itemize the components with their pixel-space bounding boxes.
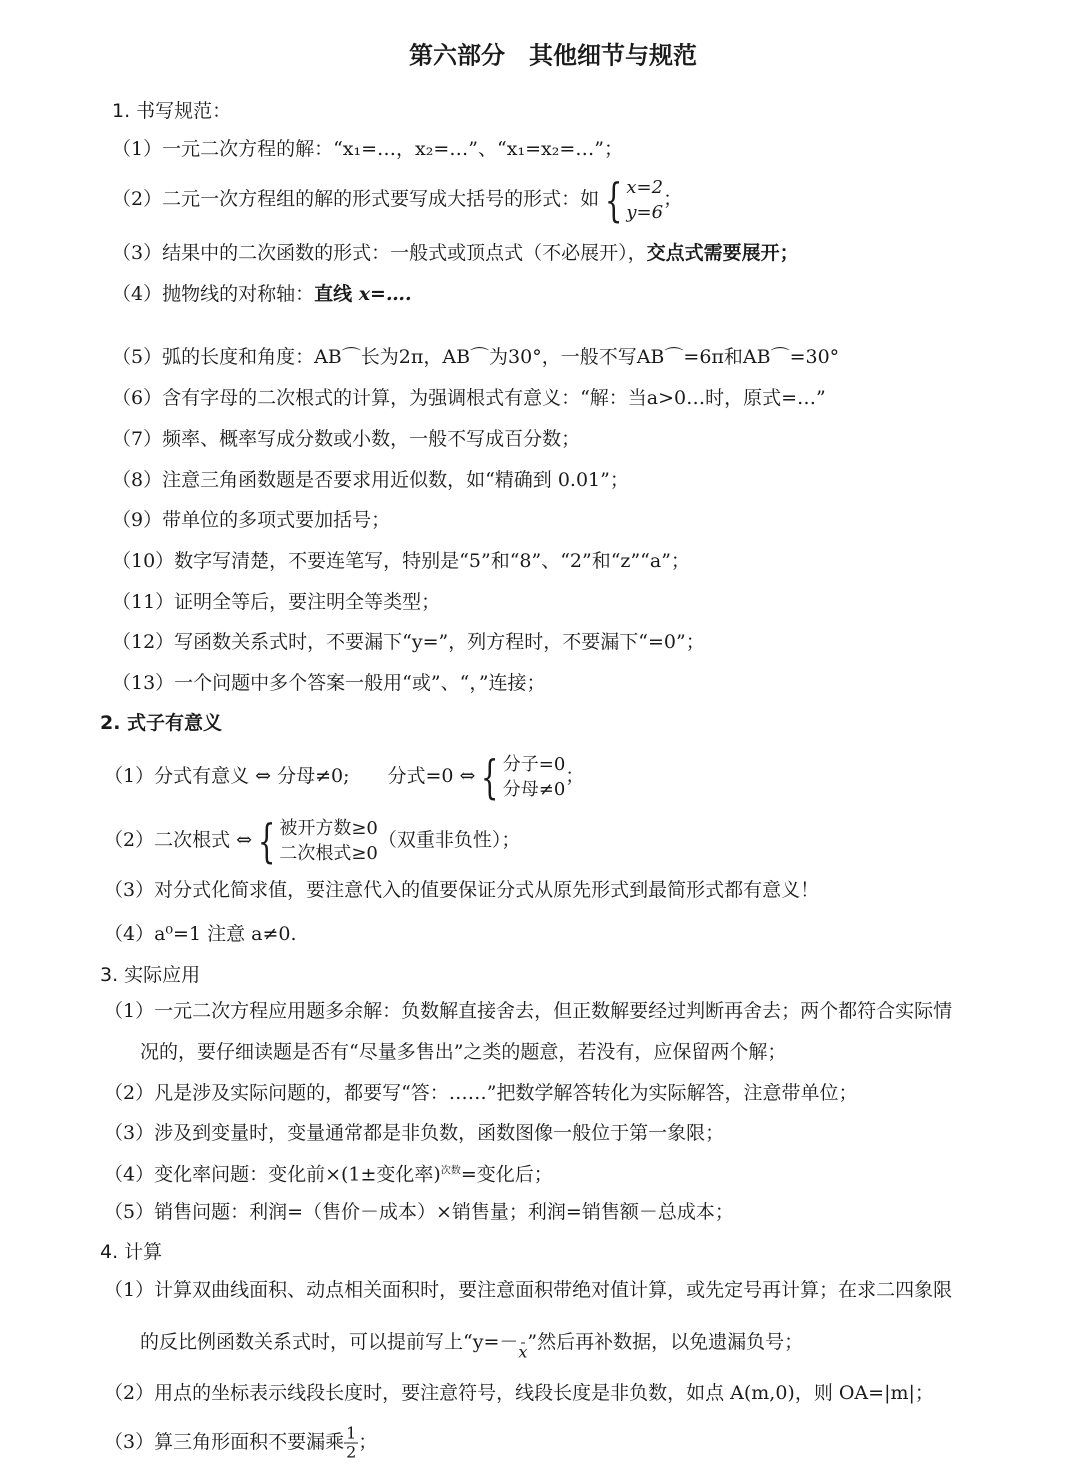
item-text: （3）结果中的二次函数的形式：一般式或顶点式（不必展开）， <box>112 242 647 264</box>
item-text: （4）变化率问题：变化前×(1±变化率) <box>104 1163 441 1186</box>
list-item <box>104 1159 553 1186</box>
list-item-continuation: 况的，要仔细读题是否有“尽量多售出”之类的题意，若没有，应保留两个解； <box>140 1041 787 1063</box>
list-item <box>112 241 799 265</box>
fraction <box>344 1425 358 1462</box>
list-item: （1）计算双曲线面积、动点相关面积时，要注意面积带绝对值计算，或先定号再计算；在求二四象限 <box>104 1279 953 1301</box>
brace-row: 分子=0 <box>502 754 566 775</box>
item-text: （2）二元一次方程组的解的形式要写成大括号的形式：如 <box>112 188 600 210</box>
list-item: （12）写函数关系式时，不要漏下“y=”，列方程时，不要漏下“=0”； <box>112 631 705 653</box>
list-item <box>104 1425 377 1462</box>
list-item <box>104 816 520 866</box>
list-item: （1）一元二次方程应用题多余解：负数解直接舍去，但正数解要经过判断再舍去；两个都符合实际情 <box>104 1000 953 1022</box>
list-item <box>104 752 584 802</box>
item-text: ； <box>358 1431 378 1453</box>
brace-row: 分母≠0 <box>502 779 566 800</box>
section-heading: 3. 实际应用 <box>100 964 201 986</box>
fraction-numerator: 1 <box>346 1423 357 1443</box>
list-item: （2）用点的坐标表示线段长度时，要注意符号，线段长度是非负数，如点 A(m,0)，则 OA=|m|； <box>104 1382 934 1404</box>
condition-brace: { 分子=0 分母≠0 <box>481 750 566 804</box>
list-item: （11）证明全等后，要注明全等类型； <box>112 591 441 613</box>
item-text-bold: 直线 <box>314 283 353 305</box>
list-item: （10）数字写清楚，不要连笔写，特别是“5”和“8”、“2”和“z”“a”； <box>112 550 690 572</box>
item-text: ； <box>663 188 683 210</box>
item-text: （3）算三角形面积不要漏乘 <box>104 1431 345 1453</box>
list-item <box>112 175 682 225</box>
list-item <box>112 282 412 306</box>
list-item: （5）销售问题：利润=（售价－成本）×销售量；利润=销售额－总成本； <box>104 1201 734 1223</box>
list-item: （3）对分式化简求值，要注意代入的值要保证分式从原先形式到最简形式都有意义！ <box>104 879 820 901</box>
list-item: （8）注意三角函数题是否要求用近似数，如“精确到 0.01”； <box>112 469 629 491</box>
equation-brace: { x=2 y=6 <box>604 173 664 227</box>
list-item-continuation <box>140 1325 803 1362</box>
brace-row: y=6 <box>626 202 664 223</box>
list-item: （13）一个问题中多个答案一般用“或”、“，”连接； <box>112 672 546 694</box>
list-item: （5）弧的长度和角度：AB⌒长为2π，AB⌒为30°，一般不写AB⌒=6π和AB⌒=30° <box>112 346 840 368</box>
section-heading: 4. 计算 <box>100 1241 163 1263</box>
exponent: 次数 <box>440 1165 461 1177</box>
fraction-denominator: 2 <box>346 1442 357 1462</box>
condition-brace: { 被开方数≥0 二次根式≥0 <box>257 814 378 868</box>
item-text: =变化后； <box>460 1163 553 1186</box>
fraction-denominator: x <box>518 1342 528 1362</box>
brace-row: x=2 <box>626 177 664 198</box>
brace-row: 被开方数≥0 <box>279 818 378 839</box>
brace-row: 二次根式≥0 <box>279 843 378 864</box>
item-text: ； <box>565 765 585 787</box>
item-text: （双重非负性）； <box>377 829 521 851</box>
list-item: （9）带单位的多项式要加括号； <box>112 509 391 531</box>
list-item: （4）a⁰=1 注意 a≠0. <box>104 923 297 945</box>
list-item: （1）一元二次方程的解：“x₁=…，x₂=…”、“x₁=x₂=…”； <box>112 138 623 160</box>
section-heading: 2. 式子有意义 <box>100 712 223 734</box>
item-text-bold: 交点式需要展开； <box>646 242 799 264</box>
list-item: （3）涉及到变量时，变量通常都是非负数，函数图像一般位于第一象限； <box>104 1122 725 1144</box>
item-text: x=…. <box>352 283 412 305</box>
item-text: （1）分式有意义 ⇔ 分母≠0; 分式=0 ⇔ <box>104 765 476 787</box>
list-item: （7）频率、概率写成分数或小数，一般不写成百分数； <box>112 428 581 450</box>
section-heading: 1. 书写规范： <box>112 100 232 122</box>
item-text: 的反比例函数关系式时，可以提前写上“y=－ <box>140 1331 519 1353</box>
page-title: 第六部分 其他细节与规范 <box>409 41 697 70</box>
item-text: ”然后再补数据，以免遗漏负号； <box>527 1331 804 1353</box>
item-text: （4）抛物线的对称轴： <box>112 283 315 305</box>
list-item: （2）凡是涉及实际问题的，都要写“答：……”把数学解答转化为实际解答，注意带单位； <box>104 1082 858 1104</box>
item-text: （2）二次根式 ⇔ <box>104 829 253 851</box>
list-item: （6）含有字母的二次根式的计算，为强调根式有意义：“解：当a>0…时，原式=…” <box>112 387 826 409</box>
